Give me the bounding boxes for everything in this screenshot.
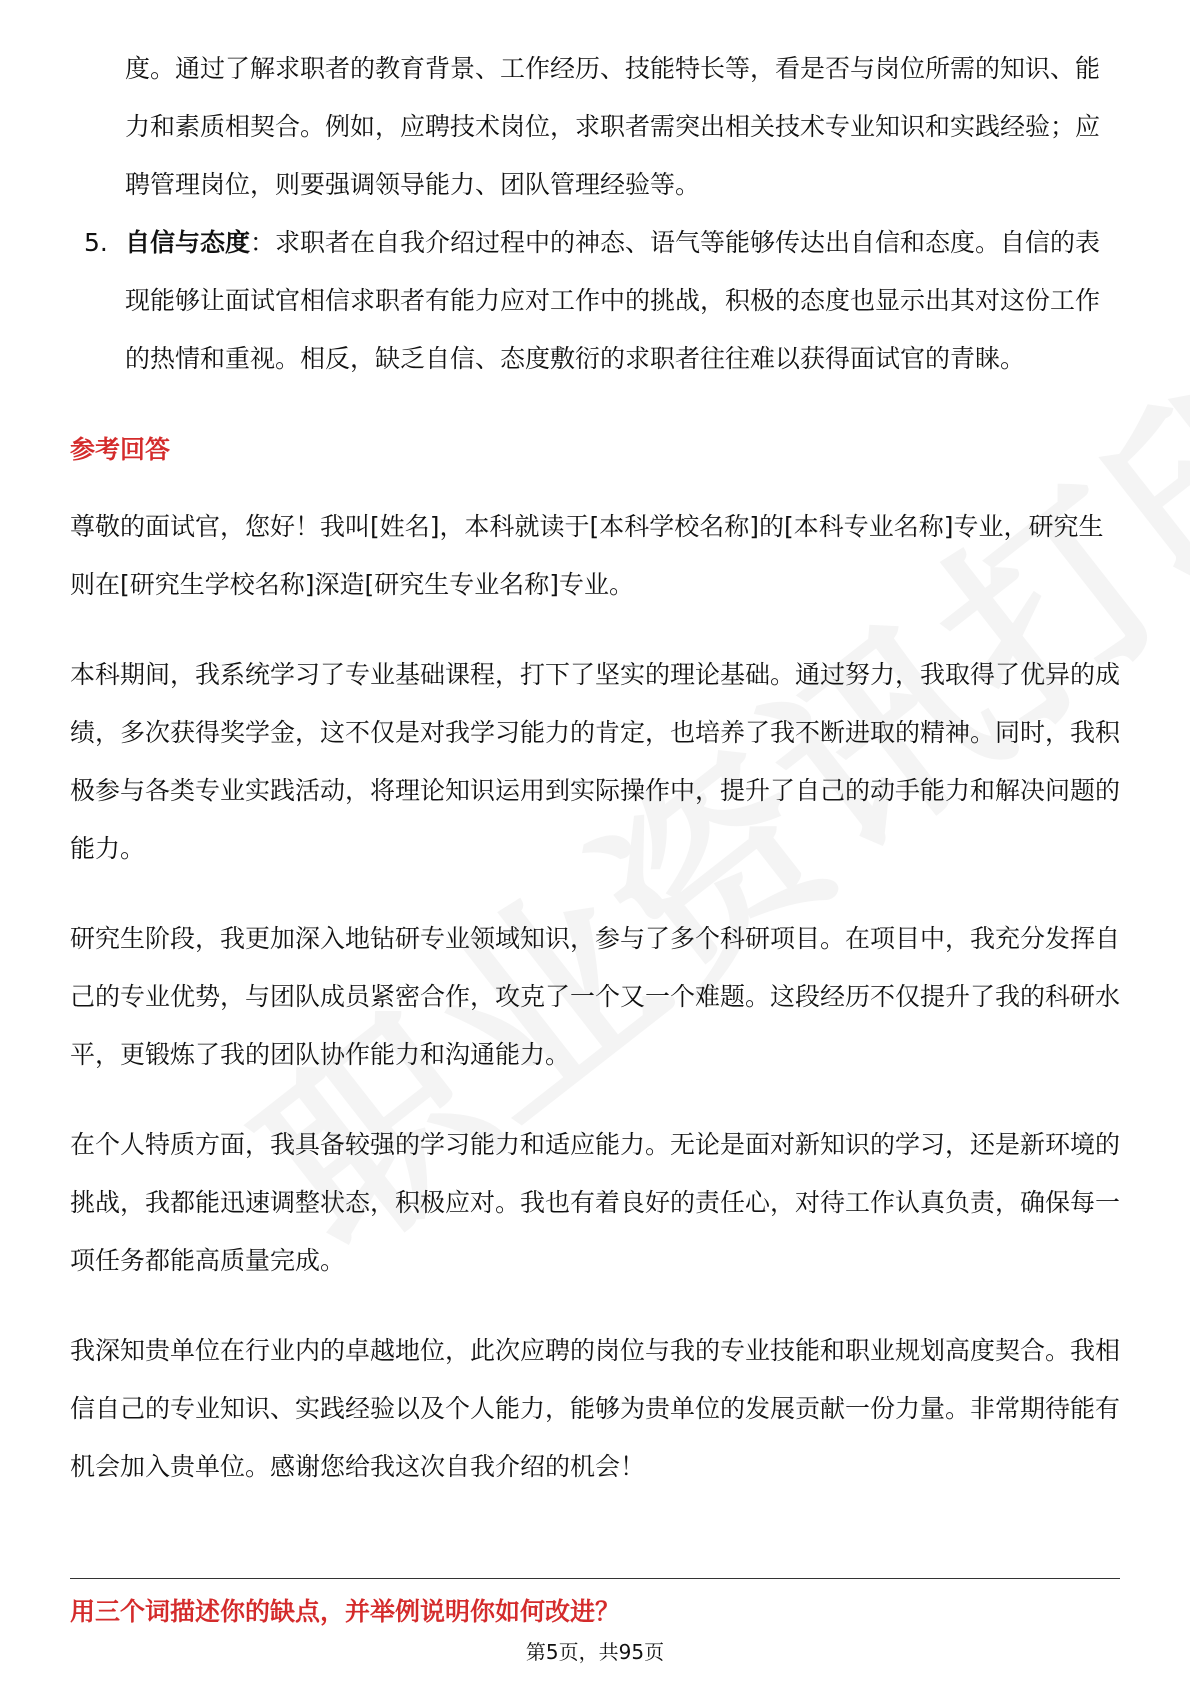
answer-paragraph: 本科期间，我系统学习了专业基础课程，打下了坚实的理论基础。通过努力，我取得了优异的成绩，多次获得奖学金，这不仅是对我学习能力的肯定，也培养了我不断进取的精神。同时，我积极参与各类专业实践活动，将理论知识运用到实际操作中，提升了自己的动手能力和解决问题的能力。 xyxy=(70,660,1121,863)
list-item-bold-label: 自信与态度 xyxy=(125,228,251,257)
reference-answer-title: 参考回答 xyxy=(70,435,171,464)
answer-paragraph: 研究生阶段，我更加深入地钻研专业领域知识，参与了多个科研项目。在项目中，我充分发挥自己的专业优势，与团队成员紧密合作，攻克了一个又一个难题。这段经历不仅提升了我的科研水平，更锻炼了我的团队协作能力和沟通能力。 xyxy=(70,924,1121,1069)
list-item-continuation xyxy=(70,40,1120,214)
list-item-text: ：求职者在自我介绍过程中的神态、语气等能够传达出自信和态度。自信的表现能够让面试官相信求职者有能力应对工作中的挑战，积极的态度也显示出其对这份工作的热情和重视。相反，缺乏自信、态度敷衍的求职者往往难以获得面试官的青睐。 xyxy=(125,228,1101,373)
list-item-5 xyxy=(70,214,1120,388)
list-item-number: 5. xyxy=(84,228,108,257)
page-content xyxy=(70,40,1120,1496)
answer-paragraph: 我深知贵单位在行业内的卓越地位，此次应聘的岗位与我的专业技能和职业规划高度契合。我相信自己的专业知识、实践经验以及个人能力，能够为贵单位的发展贡献一份力量。非常期待能有机会加入贵单位。感谢您给我这次自我介绍的机会！ xyxy=(70,1336,1121,1481)
page-number-footer: 第5页，共95页 xyxy=(525,1640,665,1664)
list-item-text: 度。通过了解求职者的教育背景、工作经历、技能特长等，看是否与岗位所需的知识、能力和素质相契合。例如，应聘技术岗位，求职者需突出相关技术专业知识和实践经验；应聘管理岗位，则要强调领导能力、团队管理经验等。 xyxy=(125,54,1101,199)
next-question-heading: 用三个词描述你的缺点，并举例说明你如何改进？ xyxy=(70,1597,621,1626)
section-divider xyxy=(70,1578,1120,1579)
answer-paragraph: 尊敬的面试官，您好！我叫[姓名]，本科就读于[本科学校名称]的[本科专业名称]专业，研究生则在[研究生学校名称]深造[研究生专业名称]专业。 xyxy=(70,512,1104,599)
answer-paragraph: 在个人特质方面，我具备较强的学习能力和适应能力。无论是面对新知识的学习，还是新环境的挑战，我都能迅速调整状态，积极应对。我也有着良好的责任心，对待工作认真负责，确保每一项任务都能高质量完成。 xyxy=(70,1130,1121,1275)
